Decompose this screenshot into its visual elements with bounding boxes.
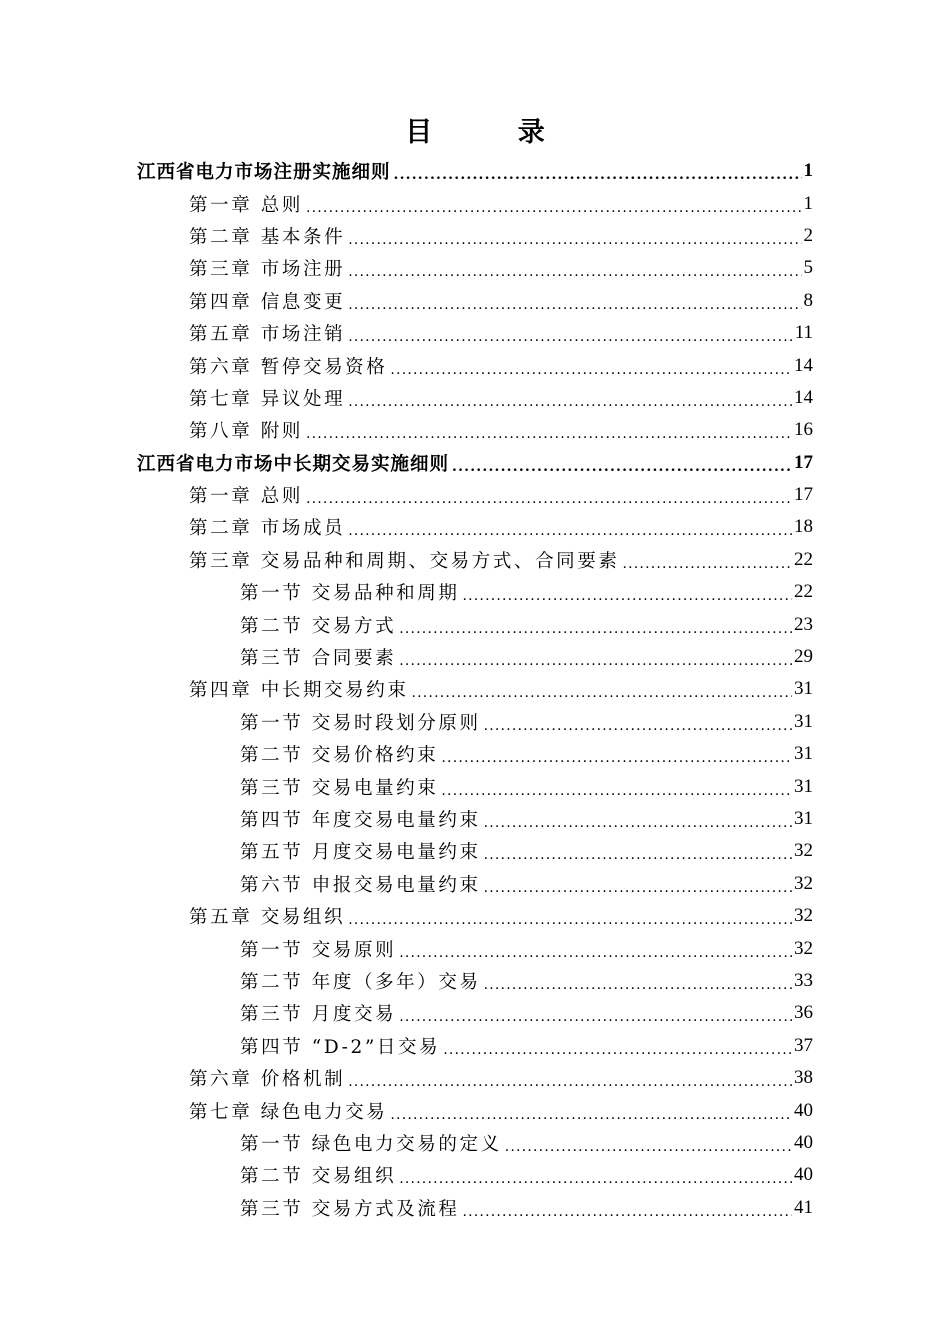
toc-subsection-entry[interactable] [0,1192,950,1224]
dot-leader [505,1132,792,1154]
toc-chapter-entry[interactable] [0,544,950,576]
toc-chapter-entry[interactable] [0,220,950,252]
toc-section-entry[interactable] [0,155,950,187]
toc-chapter-entry[interactable] [0,382,950,414]
toc-page-number: 32 [794,937,813,959]
toc-entry-label: 第三节 月度交易 [240,1004,397,1026]
toc-entry-label: 第八章 附则 [189,421,303,443]
toc-entry-label: 第六节 申报交易电量约束 [240,874,481,896]
toc-page-number: 33 [794,969,813,991]
toc-subsection-entry[interactable] [0,997,950,1029]
dot-leader [452,452,792,474]
dot-leader [394,160,802,182]
toc-subsection-entry[interactable] [0,641,950,673]
toc-chapter-entry[interactable] [0,285,950,317]
dot-leader [348,905,792,927]
toc-page-number: 2 [803,224,813,246]
toc-entry-label: 第二节 交易方式 [240,615,397,637]
toc-entry-label: 第五节 月度交易电量约束 [240,842,481,864]
toc-page-number: 29 [794,646,813,668]
toc-section-entry[interactable] [0,447,950,479]
toc-entry-label: 第五章 交易组织 [189,907,346,929]
dot-leader [348,387,792,409]
toc-entry-label: 第四节 “D-2”日交易 [240,1036,441,1058]
toc-chapter-entry[interactable] [0,673,950,705]
toc-entry-label: 第三节 交易电量约束 [240,777,439,799]
toc-entry-label: 第三章 市场注册 [189,259,346,281]
dot-leader [399,1164,792,1186]
toc-chapter-entry[interactable] [0,511,950,543]
toc-subsection-entry[interactable] [0,965,950,997]
dot-leader [348,257,801,279]
toc-page-number: 31 [794,743,813,765]
toc-subsection-entry[interactable] [0,932,950,964]
toc-entry-label: 第七章 绿色电力交易 [189,1101,388,1123]
toc-subsection-entry[interactable] [0,706,950,738]
dot-leader [399,938,792,960]
toc-chapter-entry[interactable] [0,252,950,284]
toc-subsection-entry[interactable] [0,1030,950,1062]
toc-entry-label: 第五章 市场注销 [189,324,346,346]
toc-page-number: 32 [794,905,813,927]
toc-page-number: 31 [794,808,813,829]
dot-leader [411,678,792,700]
toc-page-number: 5 [803,257,813,279]
toc-chapter-entry[interactable] [0,349,950,381]
toc-entry-label: 第一章 总则 [189,194,303,216]
toc-page-number: 14 [794,354,813,376]
toc-title: 目 录 [405,117,583,148]
toc-page-number: 14 [794,386,813,408]
dot-leader [484,840,792,862]
dot-leader [348,225,801,247]
dot-leader [390,355,792,377]
toc-subsection-entry[interactable] [0,608,950,640]
toc-page-number: 37 [794,1034,813,1056]
toc-entry-label: 第二章 市场成员 [189,518,346,540]
toc-entry-label: 第三章 交易品种和周期、交易方式、合同要素 [189,550,620,572]
toc-chapter-entry[interactable] [0,900,950,932]
toc-chapter-entry[interactable] [0,479,950,511]
toc-page-number: 40 [794,1131,813,1153]
dot-leader [441,776,792,798]
toc-entry-label: 第一节 交易原则 [240,939,397,961]
toc-entry-label: 第一章 总则 [189,486,303,508]
toc-subsection-entry[interactable] [0,835,950,867]
toc-subsection-entry[interactable] [0,1127,950,1159]
dot-leader [484,873,792,895]
toc-chapter-entry[interactable] [0,187,950,219]
toc-subsection-entry[interactable] [0,1159,950,1191]
dot-leader [306,484,792,506]
dot-leader [399,646,792,668]
toc-page-number: 22 [794,548,813,570]
toc-page-number: 38 [794,1067,813,1089]
toc-subsection-entry[interactable] [0,803,950,835]
toc-entry-label: 第三节 交易方式及流程 [240,1198,460,1220]
toc-entry-label: 第六章 价格机制 [189,1069,346,1091]
toc-page-number: 1 [803,192,813,214]
dot-leader [348,1067,792,1089]
toc-page-number: 36 [794,1002,813,1024]
toc-entry-label: 第六章 暂停交易资格 [189,356,388,378]
toc-entry-label: 江西省电力市场注册实施细则 [137,162,391,184]
dot-leader [348,516,792,538]
toc-chapter-entry[interactable] [0,1094,950,1126]
dot-leader [441,743,792,765]
dot-leader [348,322,793,344]
toc-page-number: 40 [794,1099,813,1121]
toc-page-number: 40 [794,1164,813,1186]
dot-leader [443,1035,792,1057]
toc-page-number: 31 [794,678,813,700]
toc-page-number: 32 [794,872,813,894]
dot-leader [390,1100,792,1122]
toc-chapter-entry[interactable] [0,1062,950,1094]
dot-leader [306,193,802,215]
toc-entry-label: 第一节 交易时段划分原则 [240,712,481,734]
toc-page-number: 17 [794,484,813,506]
toc-entry-label: 第四节 年度交易电量约束 [240,810,481,831]
dot-leader [484,808,792,830]
dot-leader [399,1002,792,1024]
toc-chapter-entry[interactable] [0,317,950,349]
toc-page-number: 18 [794,516,813,538]
toc-entry-label: 第二章 基本条件 [189,226,346,248]
toc-subsection-entry[interactable] [0,576,950,608]
dot-leader [306,419,792,441]
dot-leader [484,970,792,992]
toc-page-number: 17 [794,451,813,473]
toc-page-number: 32 [794,840,813,862]
toc-page-number: 41 [794,1196,813,1218]
toc-entry-label: 第四章 信息变更 [189,291,346,313]
dot-leader [462,581,792,603]
toc-entry-label: 江西省电力市场中长期交易实施细则 [137,453,450,475]
toc-list [0,155,950,1224]
toc-entry-label: 第二节 年度（多年）交易 [240,971,481,993]
dot-leader [484,711,792,733]
toc-entry-label: 第四章 中长期交易约束 [189,680,409,702]
toc-subsection-entry[interactable] [0,868,950,900]
toc-entry-label: 第二节 交易价格约束 [240,745,439,767]
dot-leader [348,290,801,312]
toc-entry-label: 第七章 异议处理 [189,388,346,410]
dot-leader [622,549,792,571]
toc-page-number: 23 [794,613,813,635]
toc-page-number: 8 [803,289,813,311]
dot-leader [399,614,792,636]
toc-page-number: 22 [794,581,813,603]
toc-page-number: 16 [794,419,813,441]
toc-subsection-entry[interactable] [0,770,950,802]
toc-entry-label: 第一节 绿色电力交易的定义 [240,1133,502,1155]
toc-subsection-entry[interactable] [0,738,950,770]
dot-leader [462,1197,792,1219]
toc-page-number: 1 [803,160,813,182]
toc-entry-label: 第一节 交易品种和周期 [240,583,460,605]
toc-entry-label: 第二节 交易组织 [240,1166,397,1188]
toc-page-number: 11 [794,322,813,344]
toc-page-number: 31 [794,775,813,797]
toc-page-number: 31 [794,710,813,732]
toc-entry-label: 第三节 合同要素 [240,648,397,670]
toc-chapter-entry[interactable] [0,414,950,446]
